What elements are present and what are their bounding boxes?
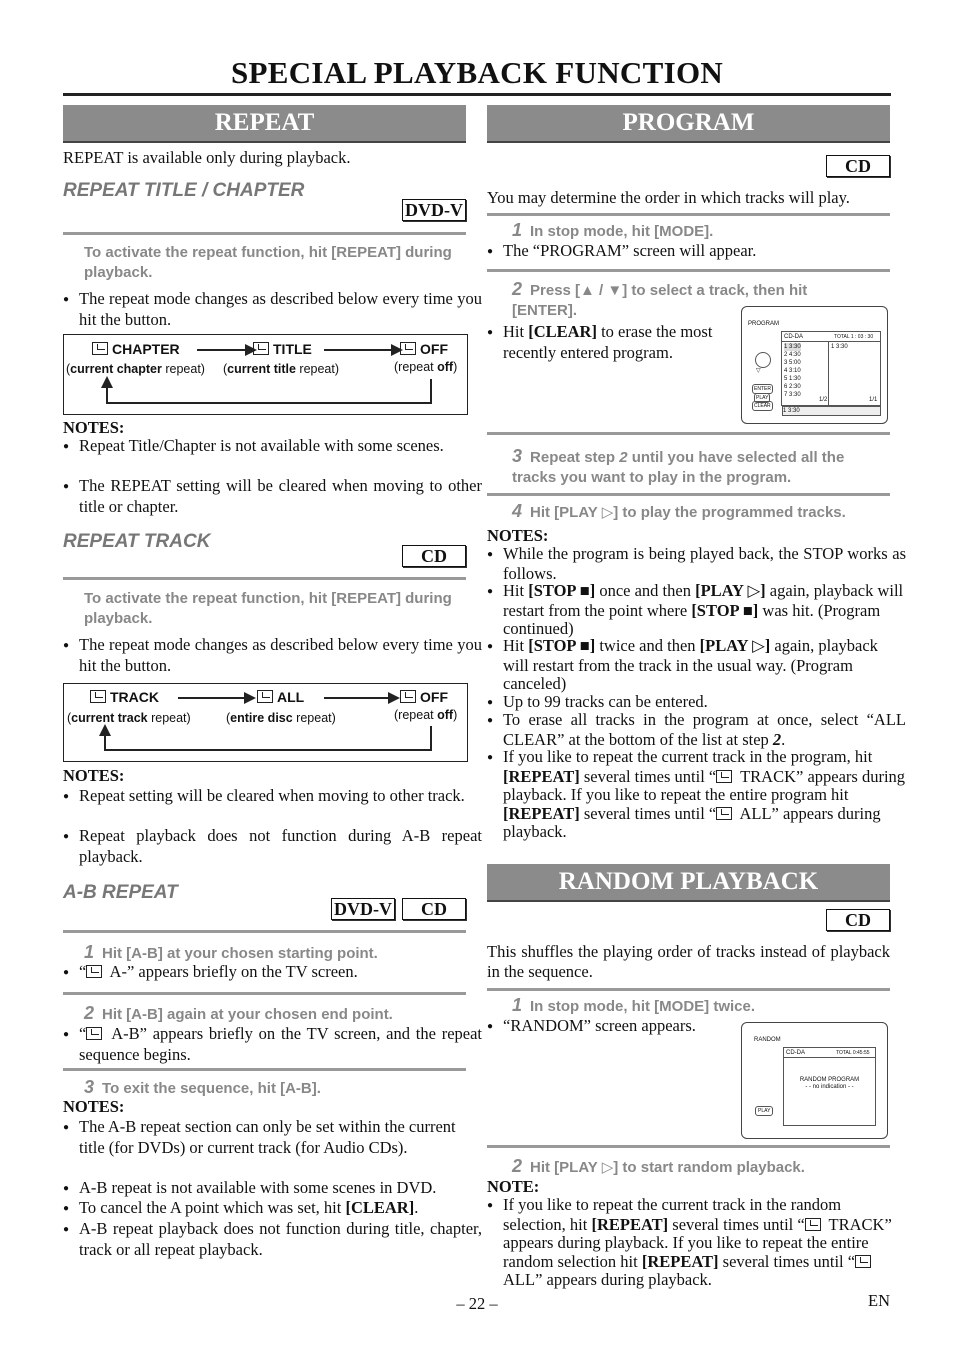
flow-sub-all: (entire disc repeat) — [226, 711, 336, 725]
flow-sub-title: (current title repeat) — [223, 362, 340, 376]
repeat-icon — [805, 1218, 821, 1231]
language-tag: EN — [868, 1291, 890, 1310]
cd-tag: CD — [826, 909, 890, 931]
note-item: ● To erase all tracks in the program at once, select “ALL CLEAR” at the bottom of the list at step 2. — [487, 711, 906, 749]
bullet: ● The repeat mode changes as described below every time you hit the button. — [63, 635, 482, 676]
section-rule — [487, 432, 890, 435]
notes-heading: NOTES: — [63, 766, 125, 785]
bullet: ● The repeat mode changes as described below every time you hit the button. — [63, 289, 482, 330]
bullet: ● “RANDOM” screen appears. — [487, 1016, 696, 1037]
repeat-mode-flow-diagram — [63, 334, 468, 415]
title-rule — [63, 93, 891, 96]
repeat-icon — [86, 965, 102, 978]
repeat-track-flow-diagram — [63, 683, 468, 762]
repeat-intro: REPEAT is available only during playback. — [63, 148, 351, 167]
step-text: To activate the repeat function, hit [REPEAT] during playback. — [84, 244, 452, 281]
notes-heading: NOTES: — [63, 418, 125, 437]
repeat-icon — [400, 690, 416, 703]
bullet: ● Hit [CLEAR] to erase the most recently entered program. — [487, 322, 718, 363]
note-item: ● If you like to repeat the current track in the random selection, hit [REPEAT] several times until “ TRACK” appears during playback. If you like to repeat the entire random selection hit [REPEAT] several times until “ ALL” appears during playback. — [487, 1196, 906, 1290]
note-item: ● A-B repeat playback does not function during title, chapter, track or all repeat playback. — [63, 1219, 482, 1260]
repeat-icon — [855, 1255, 871, 1268]
step-1: 1 Hit [A-B] at your chosen starting point. — [84, 942, 378, 962]
screen-panel: CD-DA TOTAL 0:45:55 RANDOM PROGRAM - - no indication - - — [783, 1047, 876, 1126]
step-4: 4 Hit [PLAY ▷] to play the programmed tracks. — [512, 501, 846, 521]
note-item: ● Repeat Title/Chapter is not available with some scenes. — [63, 436, 482, 457]
program-banner: PROGRAM — [487, 105, 890, 141]
repeat-track-heading: REPEAT TRACK — [63, 531, 211, 552]
note-item: ● Repeat setting will be cleared when moving to other track. — [63, 786, 482, 807]
program-screen-illustration: PROGRAM CD-DA TOTAL 1 : 03 : 30 1 3:30 2 4:30 3 5:00 4 3:10 5 1:30 6 2:30 7 3:30 1 3:30 1/2 1/1 1 3:30 ▽ ENTER PLAY CLEAR — [741, 306, 888, 424]
arrow-right-icon — [388, 692, 400, 704]
flow-step-chapter: CHAPTER — [92, 341, 180, 357]
random-intro: This shuffles the playing order of tracks instead of playback in the sequence. — [487, 942, 890, 981]
step-text: To activate the repeat function, hit [REPEAT] during playback. — [84, 590, 452, 627]
note-item: ● While the program is being played back, the STOP works as follows. — [487, 545, 906, 583]
section-rule — [63, 992, 466, 995]
nav-pad-icon — [755, 352, 771, 368]
repeat-icon — [716, 770, 732, 783]
flow-return-line — [106, 402, 432, 404]
note-item: ● Hit [STOP ■] once and then [PLAY ▷] again, playback will restart from the point where [STOP ■] was hit. (Program continued) — [487, 582, 906, 639]
step-3: 3 To exit the sequence, hit [A-B]. — [84, 1077, 321, 1097]
bullet: ● The “PROGRAM” screen will appear. — [487, 241, 756, 262]
flow-step-off: OFF — [400, 689, 448, 705]
repeat-icon — [92, 342, 108, 355]
note-item: ● To cancel the A point which was set, hit [CLEAR]. — [63, 1198, 482, 1219]
arrow-right-icon — [244, 692, 256, 704]
step-2: 2 Hit [A-B] again at your chosen end point. — [84, 1003, 393, 1023]
note-item: ● Up to 99 tracks can be entered. — [487, 693, 906, 713]
page-number: – 22 – — [456, 1294, 498, 1313]
section-rule — [63, 232, 466, 235]
repeat-icon — [86, 1027, 102, 1040]
note-item: ● Hit [STOP ■] twice and then [PLAY ▷] again, playback will restart from the track in the usual way. (Program canceled) — [487, 637, 906, 694]
notes-heading: NOTES: — [487, 526, 549, 545]
step-1: 1 In stop mode, hit [MODE]. — [512, 220, 714, 240]
page-title: SPECIAL PLAYBACK FUNCTION — [230, 55, 724, 90]
note-item: ● Repeat playback does not function during A-B repeat playback. — [63, 826, 482, 867]
flow-return-line — [430, 379, 432, 404]
note-item: ● If you like to repeat the current track in the program, hit [REPEAT] several times until “ TRACK” appears during playback. If you like to repeat the entire program hit [REPEAT] several times until “ ALL” appears during playback. — [487, 748, 906, 842]
flow-step-track: TRACK — [90, 689, 159, 705]
section-rule — [487, 1145, 890, 1148]
repeat-title-chapter-heading: REPEAT TITLE / CHAPTER — [63, 180, 305, 201]
flow-arrow — [178, 697, 246, 699]
section-rule — [487, 269, 890, 272]
section-rule — [63, 1068, 466, 1071]
flow-sub-track: (current track repeat) — [67, 711, 191, 725]
flow-step-title: TITLE — [253, 341, 312, 357]
program-intro: You may determine the order in which tracks will play. — [487, 188, 850, 207]
section-rule — [487, 493, 890, 496]
flow-arrow — [197, 349, 247, 351]
flow-return-line — [430, 726, 432, 751]
cd-tag: CD — [826, 155, 890, 177]
step-2: 2 Press [▲ / ▼] to select a track, then hit [ENTER]. — [512, 279, 808, 319]
section-rule — [63, 930, 466, 933]
cd-tag: CD — [402, 898, 466, 920]
repeat-icon — [400, 342, 416, 355]
section-rule — [63, 577, 466, 580]
flow-arrow — [324, 349, 394, 351]
note-item: ● The REPEAT setting will be cleared when moving to other title or chapter. — [63, 476, 482, 517]
ab-repeat-heading: A-B REPEAT — [63, 882, 178, 903]
note-heading: NOTE: — [487, 1177, 540, 1196]
bullet: ● “ A-B” appears briefly on the TV screen, and the repeat sequence begins. — [63, 1024, 482, 1065]
arrow-up-icon — [101, 376, 113, 388]
notes-heading: NOTES: — [63, 1097, 125, 1116]
step-1: 1 In stop mode, hit [MODE] twice. — [512, 995, 756, 1015]
repeat-icon — [257, 690, 273, 703]
flow-sub-off: (repeat off) — [394, 360, 458, 374]
flow-return-line — [104, 749, 432, 751]
dvd-v-tag: DVD-V — [402, 199, 466, 221]
note-item: ● A-B repeat is not available with some scenes in DVD. — [63, 1178, 482, 1199]
repeat-icon — [253, 342, 269, 355]
section-rule — [487, 213, 890, 216]
section-rule — [487, 988, 890, 991]
random-screen-illustration: RANDOM CD-DA TOTAL 0:45:55 RANDOM PROGRAM - - no indication - - PLAY — [741, 1022, 888, 1139]
arrow-up-icon — [99, 724, 111, 736]
arrow-down-icon: ▽ — [756, 368, 761, 374]
repeat-icon — [716, 807, 732, 820]
flow-sub-chapter: (current chapter repeat) — [66, 362, 205, 376]
flow-arrow — [324, 697, 390, 699]
repeat-banner: REPEAT — [63, 105, 466, 141]
bullet: ● “ A-” appears briefly on the TV screen. — [63, 962, 482, 983]
repeat-icon — [90, 690, 106, 703]
flow-step-off: OFF — [400, 341, 448, 357]
screen-list: CD-DA TOTAL 1 : 03 : 30 1 3:30 2 4:30 3 5:00 4 3:10 5 1:30 6 2:30 7 3:30 1 3:30 1/2 1/1 — [781, 331, 881, 406]
flow-sub-off: (repeat off) — [394, 708, 458, 722]
random-banner: RANDOM PLAYBACK — [487, 864, 890, 900]
step-3: 3 Repeat step 2 until you have selected all the tracks you want to play in the program. — [512, 446, 845, 486]
dvd-v-tag: DVD-V — [331, 898, 395, 920]
cd-tag: CD — [402, 545, 466, 567]
flow-step-all: ALL — [257, 689, 304, 705]
step-2: 2 Hit [PLAY ▷] to start random playback. — [512, 1156, 805, 1176]
flow-return-line — [106, 387, 108, 404]
screen-title: RANDOM — [754, 1037, 781, 1043]
note-item: ● The A-B repeat section can only be set within the current title (for DVDs) or current track (for Audio CDs). — [63, 1117, 482, 1158]
screen-title: PROGRAM — [748, 321, 780, 327]
flow-return-line — [104, 735, 106, 751]
